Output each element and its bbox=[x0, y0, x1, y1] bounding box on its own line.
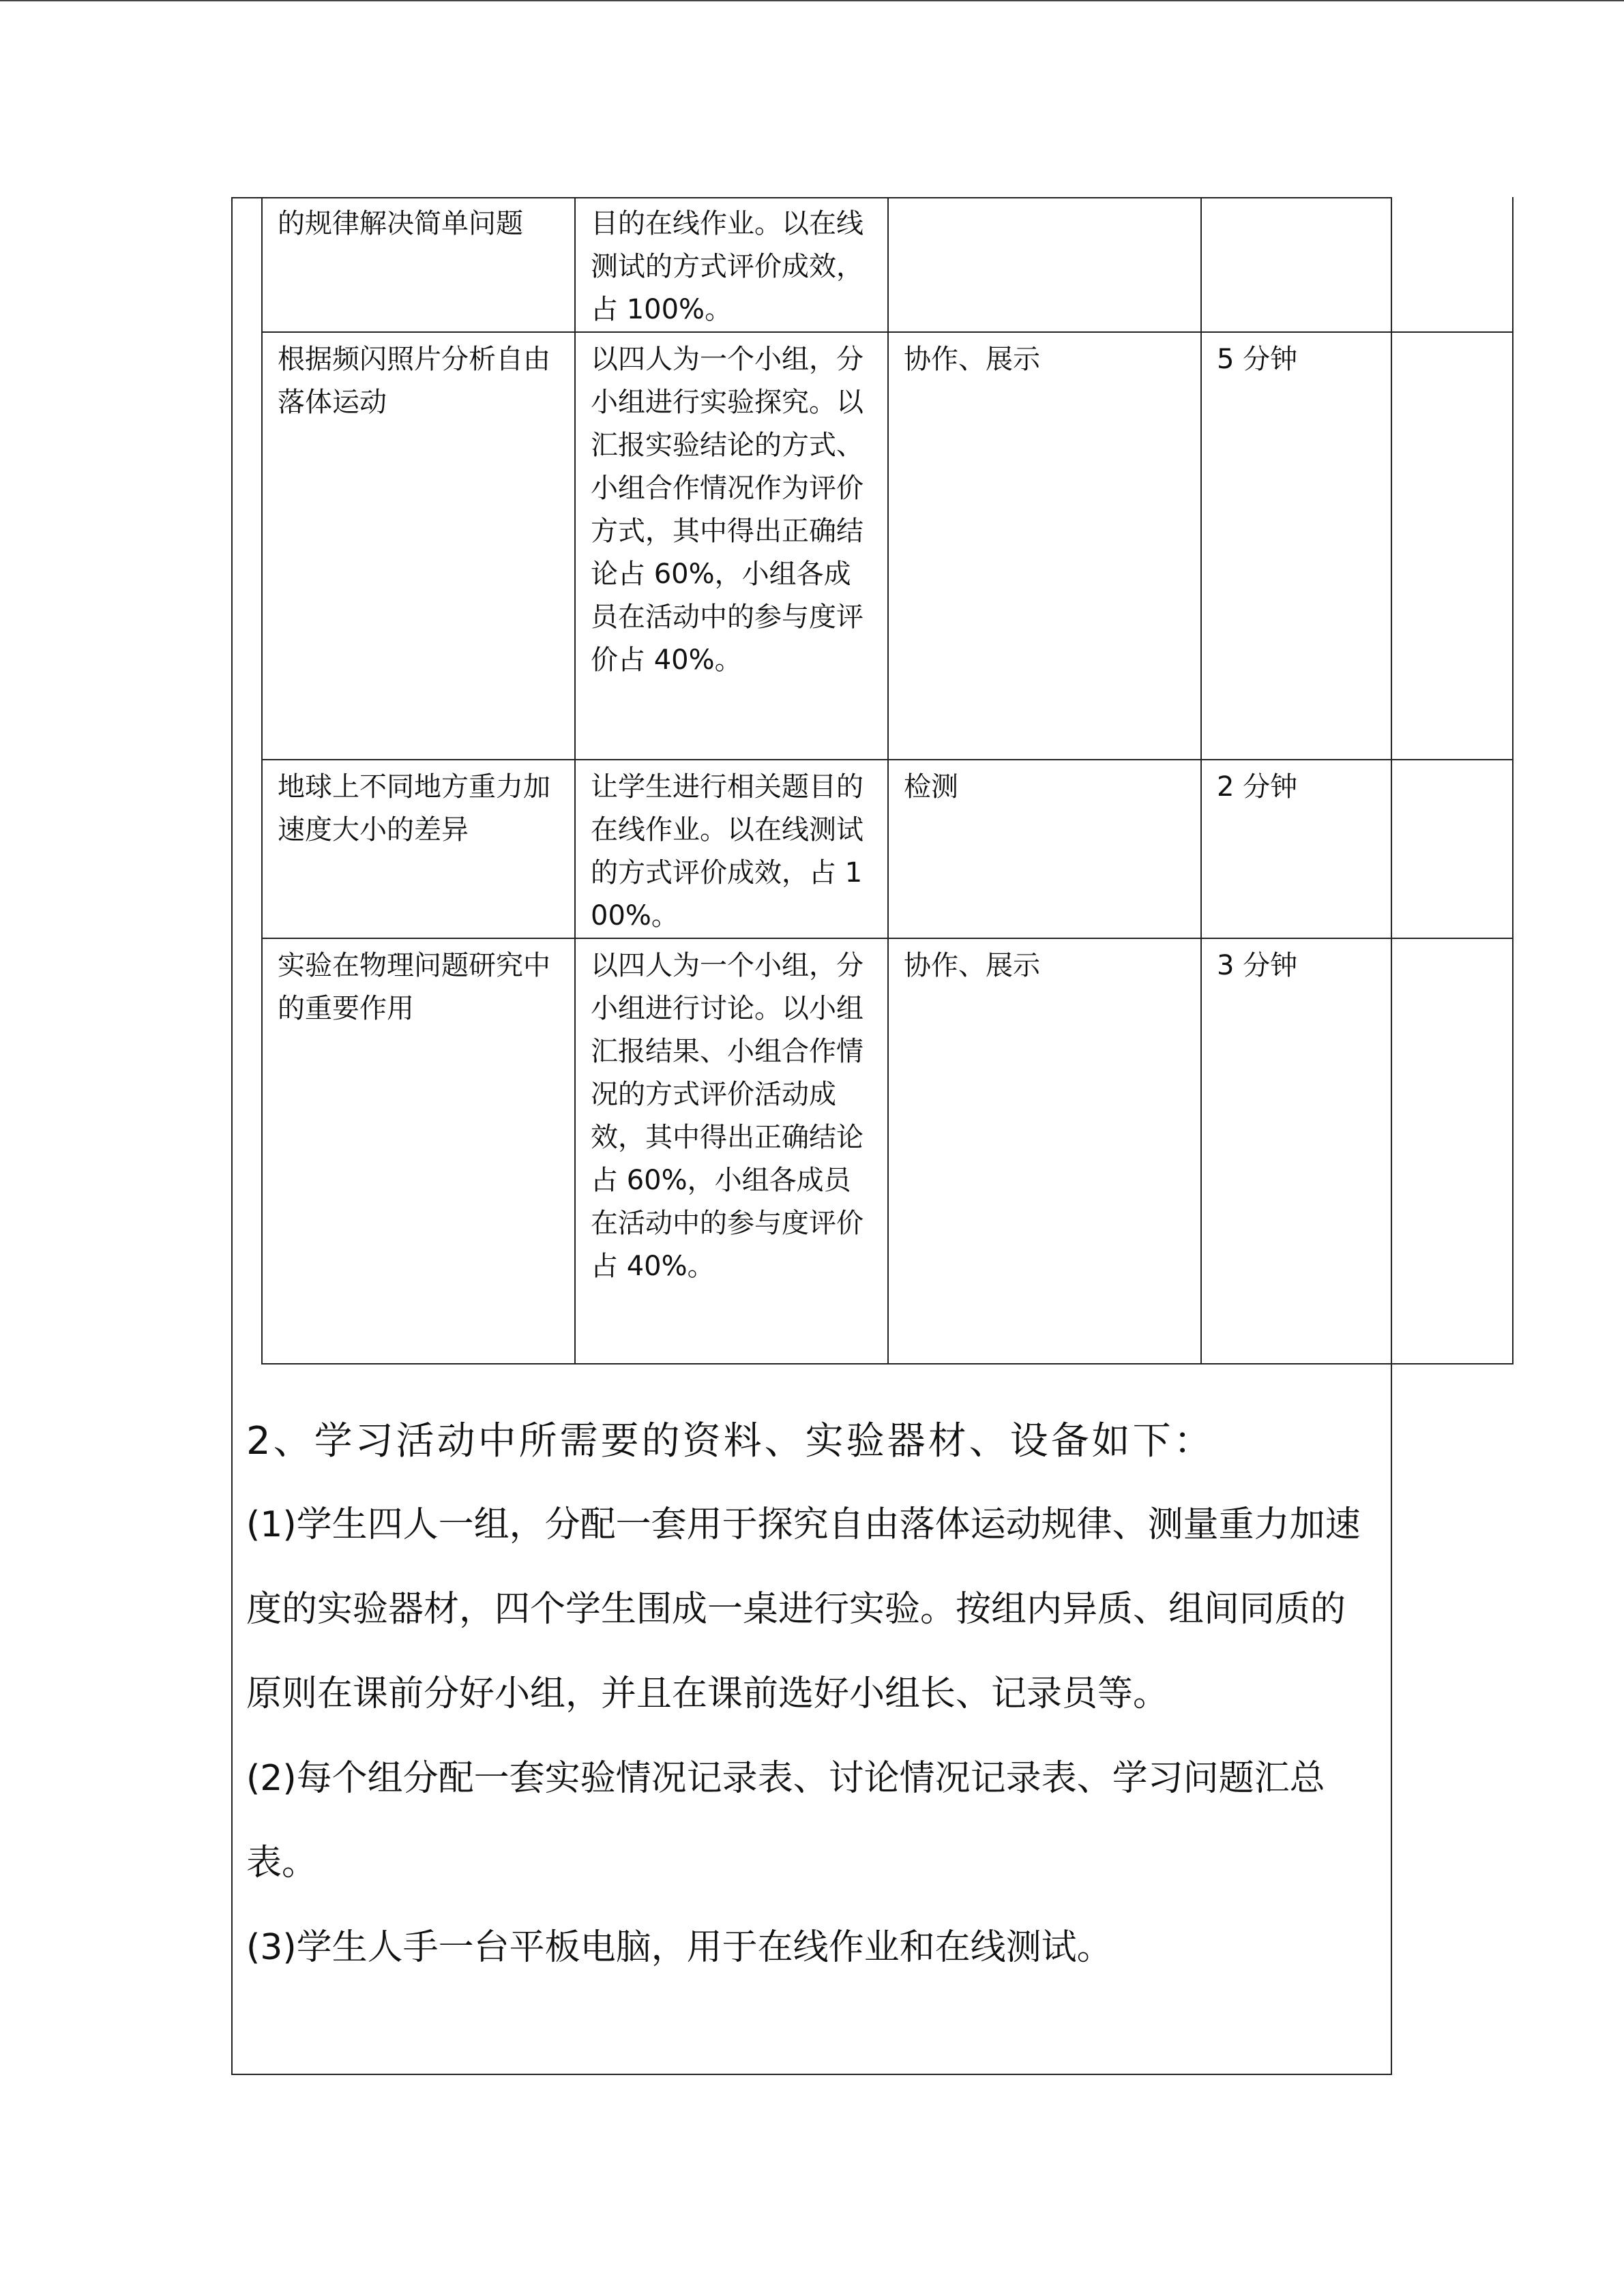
activity-method-cell: 以四人为一个小组，分小组进行实验探究。以汇报实验结论的方式、小组合作情况作为评价方式，其中得出正确结论占 60%，小组各成员在活动中的参与度评价占 40%。 bbox=[575, 332, 888, 760]
table-row bbox=[262, 938, 1513, 1364]
activity-type-cell: 检测 bbox=[888, 760, 1201, 938]
activity-topic-cell: 实验在物理问题研究中的重要作用 bbox=[262, 938, 575, 1364]
section-paragraph: (2)每个组分配一套实验情况记录表、讨论情况记录表、学习问题汇总表。 bbox=[246, 1758, 1325, 1883]
activity-topic-cell: 的规律解决简单问题 bbox=[262, 197, 575, 332]
activity-table bbox=[261, 197, 1514, 1365]
activity-time-cell: 5 分钟 bbox=[1201, 332, 1513, 760]
table-row bbox=[262, 332, 1513, 760]
activity-time-cell: 3 分钟 bbox=[1201, 938, 1513, 1364]
activity-topic-cell: 地球上不同地方重力加速度大小的差异 bbox=[262, 760, 575, 938]
activity-method-cell: 目的在线作业。以在线测试的方式评价成效，占 100%。 bbox=[575, 197, 888, 332]
activity-time-cell bbox=[1201, 197, 1513, 332]
section-paragraph: (1)学生四人一组，分配一套用于探究自由落体运动规律、测量重力加速度的实验器材，四个学生围成一桌进行实验。按组内异质、组间同质的原则在课前分好小组，并且在课前选好小组长、记录员等。 bbox=[246, 1504, 1361, 1714]
table-row bbox=[262, 197, 1513, 332]
section-heading: 2、学习活动中所需要的资料、实验器材、设备如下： bbox=[246, 1419, 1215, 1463]
activity-type-cell: 协作、展示 bbox=[888, 332, 1201, 760]
table-row bbox=[262, 760, 1513, 938]
activity-type-cell bbox=[888, 197, 1201, 332]
activity-method-cell: 让学生进行相关题目的在线作业。以在线测试的方式评价成效，占 100%。 bbox=[575, 760, 888, 938]
activity-time-cell: 2 分钟 bbox=[1201, 760, 1513, 938]
activity-type-cell: 协作、展示 bbox=[888, 938, 1201, 1364]
section-body bbox=[246, 1482, 1365, 1990]
activity-topic-cell: 根据频闪照片分析自由落体运动 bbox=[262, 332, 575, 760]
activity-method-cell: 以四人为一个小组，分小组进行讨论。以小组汇报结果、小组合作情况的方式评价活动成效，其中得出正确结论占 60%，小组各成员在活动中的参与度评价占 40%。 bbox=[575, 938, 888, 1364]
page-top-rule bbox=[0, 0, 1624, 1]
section-paragraph: (3)学生人手一台平板电脑，用于在线作业和在线测试。 bbox=[246, 1927, 1112, 1968]
